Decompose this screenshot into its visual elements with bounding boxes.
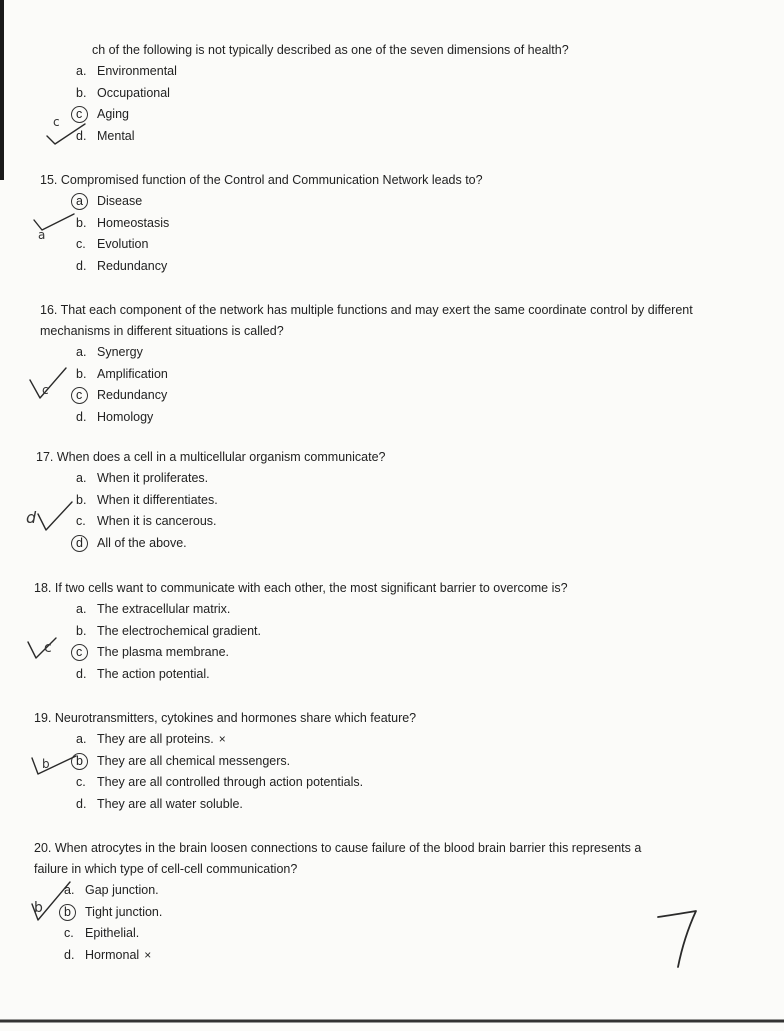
- option-a[interactable]: a. Environmental: [76, 64, 177, 78]
- option-d[interactable]: d All of the above.: [34, 533, 734, 555]
- question-18: [34, 578, 734, 685]
- question-text: 19. Neurotransmitters, cytokines and hormones share which feature?: [34, 711, 417, 725]
- option-b[interactable]: b. Amplification: [76, 366, 168, 381]
- option-d[interactable]: d. Hormonal ×: [64, 947, 152, 962]
- option-c[interactable]: c. When it is cancerous.: [76, 514, 217, 528]
- question-text: ch of the following is not typically described as one of the seven dimensions of health?: [92, 43, 569, 57]
- option-b[interactable]: b. When it differentiates.: [76, 492, 218, 507]
- margin-note: c: [44, 640, 52, 656]
- option-a[interactable]: a. Synergy: [76, 345, 143, 359]
- option-list: [34, 191, 734, 277]
- circled-answer: d: [76, 533, 94, 555]
- check-mark: [30, 752, 90, 778]
- question-text: 16. That each component of the network has multiple functions and may exert the same coordinate control by different mechanisms in different situations is called?: [40, 303, 693, 338]
- margin-note: c: [53, 115, 60, 129]
- option-d[interactable]: d. Redundancy: [76, 258, 168, 273]
- option-a[interactable]: a. When it proliferates.: [76, 471, 209, 485]
- option-b[interactable]: b Tight junction.: [22, 902, 734, 924]
- option-list: [34, 599, 734, 685]
- cross-mark: ×: [218, 732, 226, 746]
- page-bottom-edge: [0, 1015, 784, 1031]
- option-a[interactable]: a. They are all proteins. ×: [76, 732, 226, 746]
- question-20: [34, 838, 734, 966]
- question-text: 18. If two cells want to communicate with each other, the most significant barrier to overcome is?: [34, 581, 568, 595]
- option-a[interactable]: a Disease: [34, 191, 734, 213]
- check-mark: [28, 366, 88, 402]
- cross-mark: ×: [144, 947, 152, 962]
- question-text: 15. Compromised function of the Control and Communication Network leads to?: [40, 173, 483, 187]
- question-text: 17. When does a cell in a multicellular organism communicate?: [36, 450, 386, 464]
- margin-note: b: [34, 900, 43, 916]
- option-a[interactable]: a. Gap junction.: [64, 883, 159, 897]
- option-list: [34, 61, 734, 147]
- option-d[interactable]: d. Mental: [76, 128, 135, 143]
- margin-note: c: [42, 383, 49, 397]
- circled-answer: c: [76, 642, 94, 664]
- option-b[interactable]: b. Occupational: [76, 85, 170, 100]
- question-19: [34, 708, 734, 815]
- page-edge-shadow: [0, 0, 4, 180]
- option-list: [22, 880, 734, 966]
- question-16: [34, 300, 734, 428]
- check-mark: [45, 120, 115, 150]
- score-mark: [650, 905, 710, 975]
- option-b[interactable]: b They are all chemical messengers.: [34, 751, 734, 773]
- option-a[interactable]: a. The extracellular matrix.: [76, 602, 231, 616]
- option-c[interactable]: c The plasma membrane.: [34, 642, 734, 664]
- question-text: 20. When atrocytes in the brain loosen connections to cause failure of the blood brain barrier this represents a failure in which type of cell-cell communication?: [34, 841, 642, 876]
- margin-note: d: [26, 508, 37, 527]
- option-list: [34, 342, 734, 428]
- circled-answer: c: [76, 385, 94, 407]
- check-mark: [36, 500, 86, 534]
- option-b[interactable]: b. Homeostasis: [76, 215, 170, 230]
- option-c[interactable]: c. Evolution: [76, 237, 149, 251]
- option-d[interactable]: d. Homology: [76, 409, 154, 424]
- circled-answer: b: [76, 751, 94, 773]
- option-c[interactable]: c Aging: [34, 104, 734, 126]
- question-15: [34, 170, 734, 277]
- circled-answer: b: [64, 902, 82, 924]
- option-c[interactable]: c. They are all controlled through action potentials.: [76, 775, 364, 789]
- margin-note: b: [42, 757, 50, 771]
- option-d[interactable]: d. The action potential.: [76, 666, 210, 681]
- option-c[interactable]: c. Epithelial.: [64, 926, 140, 940]
- option-list: [34, 729, 734, 815]
- question-14: [34, 40, 734, 147]
- option-c[interactable]: c Redundancy: [34, 385, 734, 407]
- option-list: [34, 468, 734, 554]
- option-b[interactable]: b. The electrochemical gradient.: [76, 623, 261, 638]
- circled-answer: a: [76, 191, 94, 213]
- circled-answer: c: [76, 104, 94, 126]
- question-17: [34, 447, 734, 554]
- margin-note: a: [38, 228, 46, 242]
- option-d[interactable]: d. They are all water soluble.: [76, 796, 243, 811]
